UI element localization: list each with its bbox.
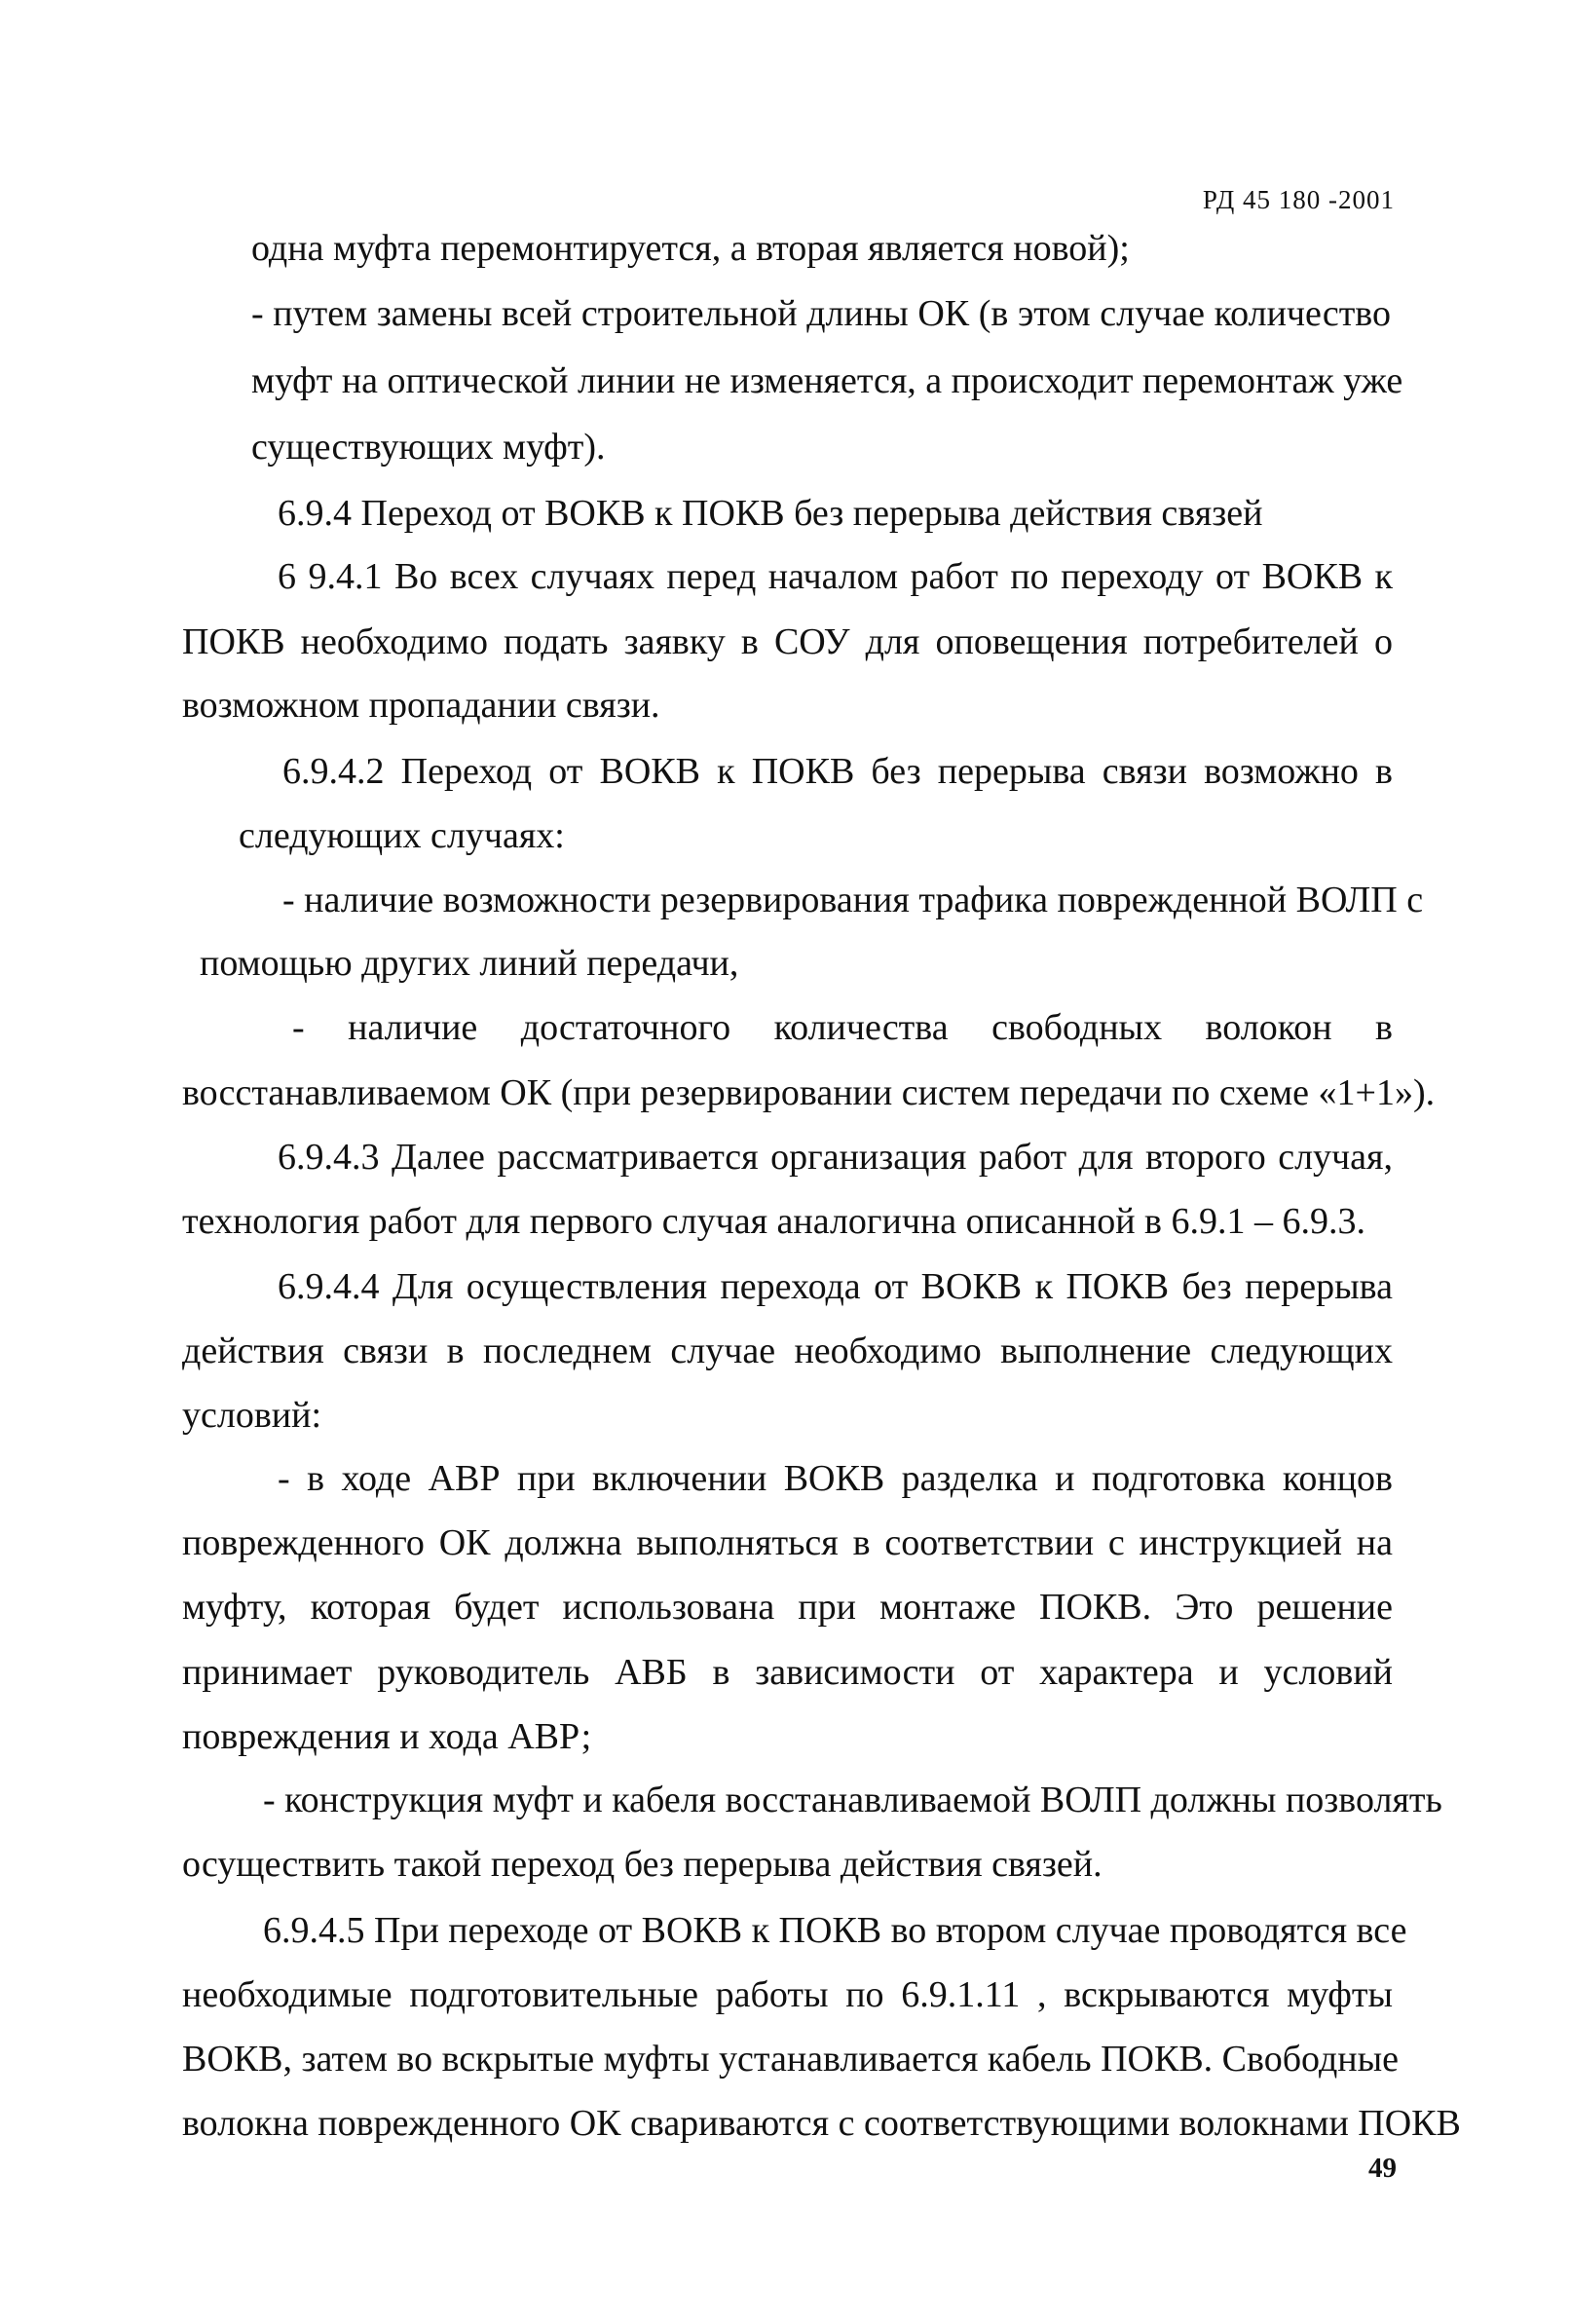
text-line: 6.9.4.4 Для осуществления перехода от ВОКВ к ПОКВ без перерыва	[278, 1266, 1393, 1307]
text-line: действия связи в последнем случае необходимо выполнение следующих	[182, 1331, 1393, 1371]
section-heading: 6.9.4 Переход от ВОКВ к ПОКВ без перерыва действия связей	[278, 493, 1263, 534]
document-code: РД 45 180 -2001	[1202, 185, 1395, 214]
text-line: технология работ для первого случая аналогична описанной в 6.9.1 – 6.9.3.	[182, 1201, 1365, 1242]
text-line: необходимые подготовительные работы по 6.9.1.11 , вскрываются муфты	[182, 1974, 1393, 2015]
text-line: 6.9.4.3 Далее рассматривается организация работ для второго случая,	[278, 1137, 1393, 1178]
text-line: муфт на оптической линии не изменяется, а происходит перемонтаж уже	[251, 360, 1403, 401]
text-line: поврежденного ОК должна выполняться в соответствии с инструкцией на	[182, 1522, 1393, 1563]
text-line: существующих муфт).	[251, 427, 606, 468]
text-line: ВОКВ, затем во вскрытые муфты устанавливается кабель ПОКВ. Свободные	[182, 2039, 1400, 2080]
text-line: осуществить такой переход без перерыва действия связей.	[182, 1844, 1103, 1885]
text-line: волокна поврежденного ОК свариваются с соответствующими волокнами ПОКВ	[182, 2103, 1461, 2144]
text-line: помощью других линий передачи,	[200, 943, 739, 984]
text-line: возможном пропадании связи.	[182, 685, 660, 726]
list-item: - наличие возможности резервирования трафика поврежденной ВОЛП с	[282, 880, 1424, 920]
text-line: принимает руководитель АВБ в зависимости от характера и условий	[182, 1652, 1393, 1693]
text-line: 6.9.4.2 Переход от ВОКВ к ПОКВ без перерыва связи возможно в	[282, 751, 1393, 792]
list-item: - конструкция муфт и кабеля восстанавливаемой ВОЛП должны позволять	[263, 1780, 1442, 1820]
text-line: - путем замены всей строительной длины ОК (в этом случае количество	[251, 293, 1391, 334]
text-line: следующих случаях:	[239, 815, 565, 856]
text-line: повреждения и хода АВР;	[182, 1716, 592, 1757]
list-item: - наличие достаточного количества свободных волокон в	[292, 1007, 1393, 1048]
page-number: 49	[1368, 2153, 1397, 2184]
text-line: 6.9.4.5 При переходе от ВОКВ к ПОКВ во втором случае проводятся все	[263, 1910, 1407, 1951]
list-item: - в ходе АВР при включении ВОКВ разделка и подготовка концов	[278, 1458, 1393, 1499]
text-line: ПОКВ необходимо подать заявку в СОУ для оповещения потребителей о	[182, 621, 1393, 662]
text-line: одна муфта перемонтируется, а вторая является новой);	[251, 228, 1130, 269]
text-line: 6 9.4.1 Во всех случаях перед началом работ по переходу от ВОКВ к	[278, 556, 1393, 597]
text-line: муфту, которая будет использована при монтаже ПОКВ. Это решение	[182, 1587, 1393, 1628]
text-line: восстанавливаемом ОК (при резервировании систем передачи по схеме «1+1»).	[182, 1072, 1436, 1113]
text-line: условий:	[182, 1395, 322, 1436]
